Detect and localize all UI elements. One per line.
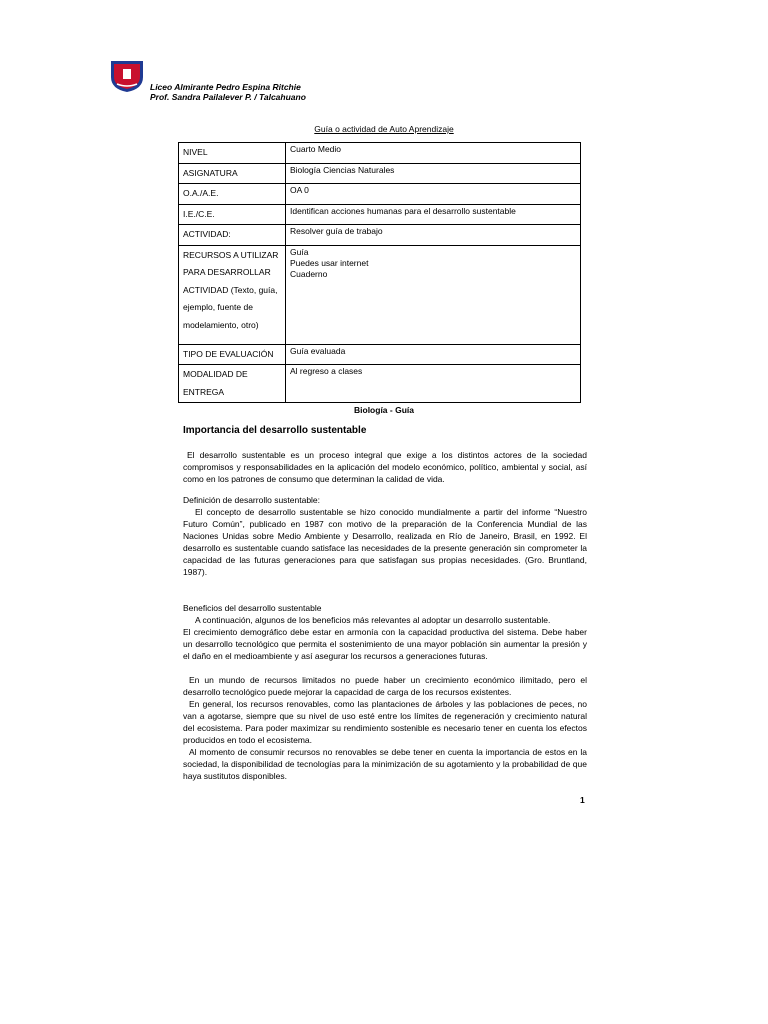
row-label: I.E./C.E.	[179, 204, 286, 225]
row-value: Cuarto Medio	[286, 143, 581, 164]
row-label: O.A./A.E.	[179, 184, 286, 205]
row-label: MODALIDAD DE ENTREGA	[179, 365, 286, 403]
row-value: Resolver guía de trabajo	[286, 225, 581, 246]
row-value: Al regreso a clases	[286, 365, 581, 403]
resource-item: Puedes usar internet	[290, 257, 369, 268]
resource-item: Guía	[290, 246, 309, 257]
school-name: Liceo Almirante Pedro Espina Ritchie	[150, 82, 301, 92]
definition-paragraph: El concepto de desarrollo sustentable se hizo conocido mundialmente a partir del informe “Nuestro Futuro Común”, publicado en 1987 con motivo de la preparación de la Conferencia Mundial de las Naciones Unidas sobre Medio Ambiente y Desarrollo, realizada en Río de Janeiro, Brasil, en 1992. El desarrollo es sustentable cuando satisface las necesidades de la presente generación sin comprometer la capacidad de las futuras generaciones para que satisfagan sus propias necesidades. (Gro. Bruntland, 1987).	[183, 507, 587, 577]
row-value: Guía evaluada	[286, 344, 581, 365]
table-row	[179, 204, 581, 225]
guide-subtitle: Biología - Guía	[354, 405, 414, 415]
benefits-title: Beneficios del desarrollo sustentable	[183, 603, 322, 613]
page-number: 1	[580, 795, 585, 805]
benefits-paragraph: En un mundo de recursos limitados no puede haber un crecimiento económico ilimitado, pero el desarrollo tecnológico puede mejorar la capacidad de carga de los recursos existentes.	[183, 675, 587, 697]
row-label: RECURSOS A UTILIZAR PARA DESARROLLAR ACTIVIDAD (Texto, guía, ejemplo, fuente de modelamiento, otro)	[179, 245, 286, 344]
school-header	[150, 82, 306, 102]
table-row	[179, 245, 581, 344]
benefits-paragraph: En general, los recursos renovables, como las plantaciones de árboles y las poblaciones de peces, no van a agotarse, siempre que su nivel de uso esté entre los límites de regeneración y crecimiento natural del ecosistema. Para poder maximizar su rendimiento sostenible es necesario tener en cuenta los efectos producidos en todo el ecosistema.	[183, 699, 587, 745]
benefits-paragraph: El crecimiento demográfico debe estar en armonía con la capacidad productiva del sistema. Debe haber un desarrollo tecnológico que permita el sostenimiento de una mayor población sin aumentar la presión y el daño en el medioambiente y así asegurar los recursos a generaciones futuras.	[183, 627, 587, 661]
definition-title: Definición de desarrollo sustentable:	[183, 495, 321, 505]
row-label: TIPO DE EVALUACIÓN	[179, 344, 286, 365]
school-crest-logo	[109, 57, 145, 93]
table-row	[179, 365, 581, 403]
section-heading: Importancia del desarrollo sustentable	[183, 425, 367, 436]
guide-title: Guía o actividad de Auto Aprendizaje	[314, 124, 454, 134]
table-row	[179, 184, 581, 205]
intro-paragraph: El desarrollo sustentable es un proceso integral que exige a los distintos actores de la sociedad compromisos y responsabilidades en la aplicación del modelo económico, político, ambiental y social, así como en los patrones de consumo que determinan la calidad de vida.	[183, 450, 587, 484]
resource-item: Cuaderno	[290, 268, 328, 279]
table-row	[179, 163, 581, 184]
table-row	[179, 225, 581, 246]
row-label: ACTIVIDAD:	[179, 225, 286, 246]
teacher-name: Prof. Sandra Pailalever P. / Talcahuano	[150, 92, 306, 102]
row-label: ASIGNATURA	[179, 163, 286, 184]
row-value: OA 0	[286, 184, 581, 205]
row-value: Biología Ciencias Naturales	[286, 163, 581, 184]
row-value	[286, 245, 581, 344]
guide-info-table	[178, 142, 581, 403]
table-row	[179, 344, 581, 365]
benefits-paragraph: A continuación, algunos de los beneficios más relevantes al adoptar un desarrollo sustentable.	[195, 615, 551, 625]
table-row	[179, 143, 581, 164]
row-value: Identifican acciones humanas para el desarrollo sustentable	[286, 204, 581, 225]
benefits-paragraph: Al momento de consumir recursos no renovables se debe tener en cuenta la importancia de estos en la sociedad, la disponibilidad de tecnologías para la minimización de su agotamiento y la probabilidad de que haya sustitutos disponibles.	[183, 747, 587, 781]
row-label: NIVEL	[179, 143, 286, 164]
